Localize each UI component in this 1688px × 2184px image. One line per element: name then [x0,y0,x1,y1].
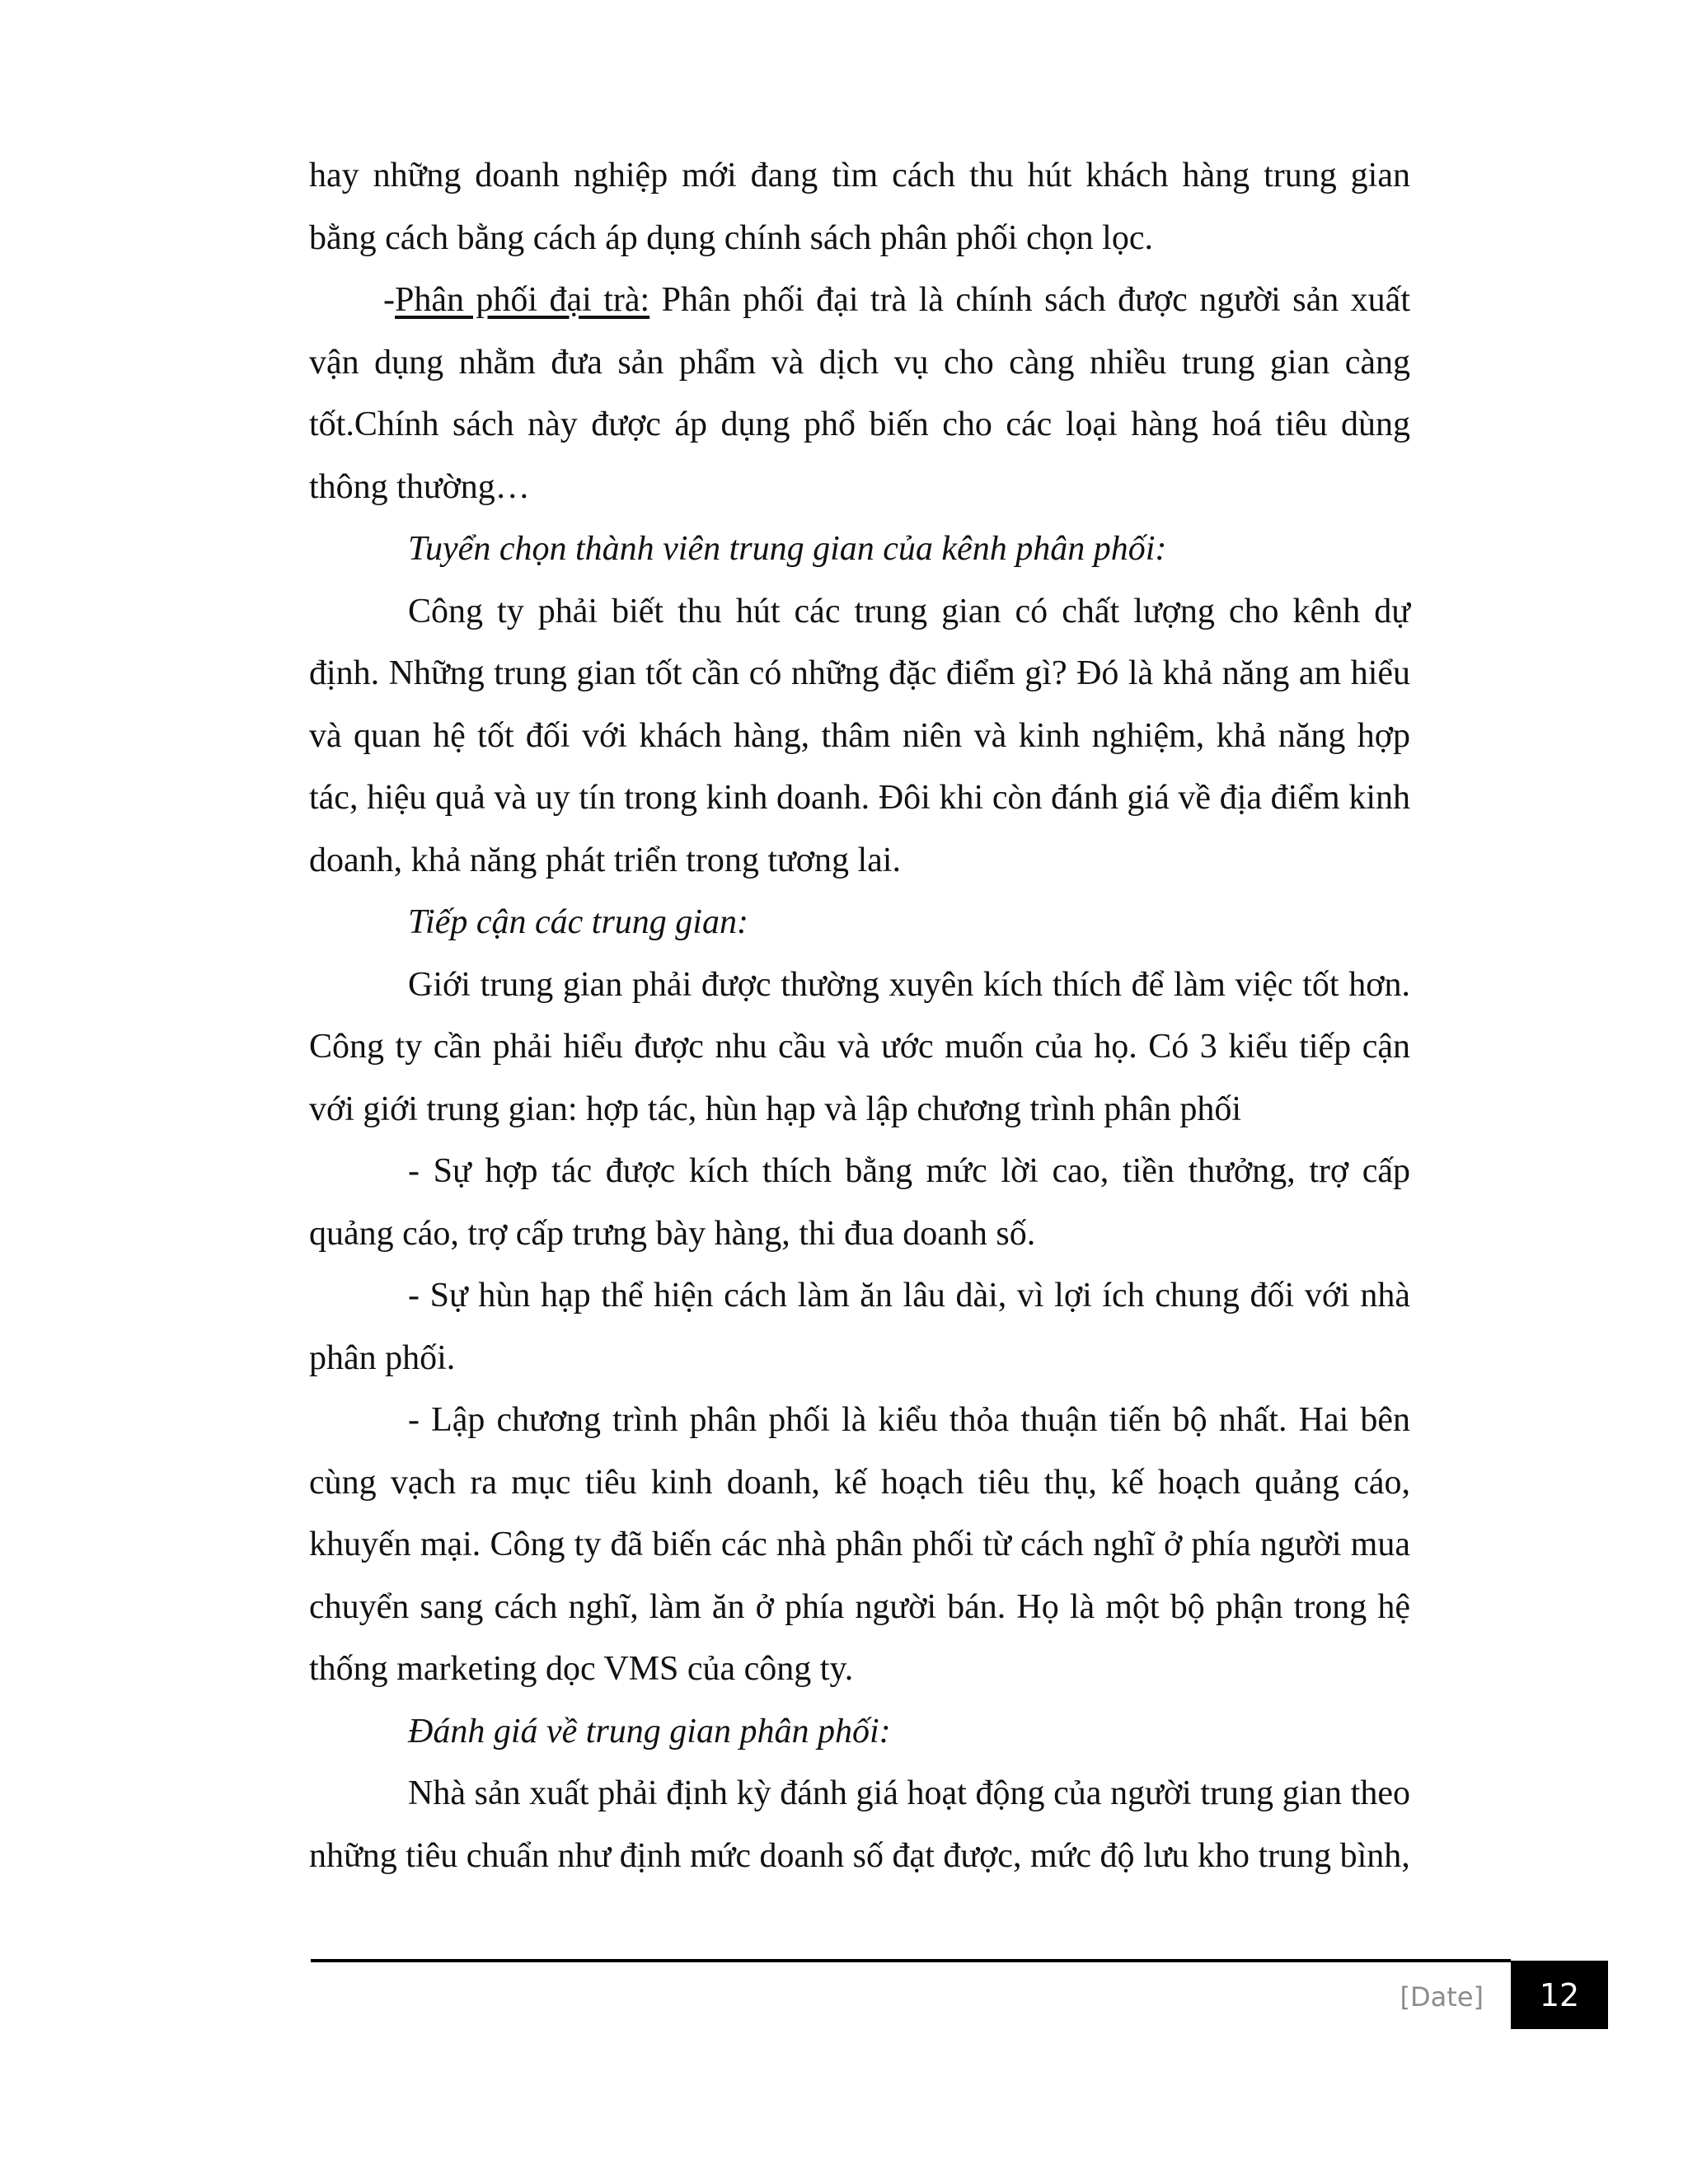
paragraph-evaluation: Nhà sản xuất phải định kỳ đánh giá hoạt động của người trung gian theo những tiêu chuẩn như định mức doanh số đạt được, mức độ lưu kho trung bình, [309,1774,1410,1875]
section-heading-selection: Tuyển chọn thành viên trung gian của kênh phân phối: [408,530,1167,568]
paragraph-text: Phân phối đại trà là chính sách được người sản xuất vận dụng nhằm đưa sản phẩm và dịch vụ cho càng nhiều trung gian càng tốt.Chính sách này được áp dụng phổ biến cho các loại hàng hoá tiêu dùng thông thường… [309,281,1410,506]
page-number-box [1511,1961,1608,2029]
footer-date: [Date] [1400,1981,1484,2013]
paragraph-prefix: - [383,281,395,319]
term-label: Phân phối đại trà: [395,281,650,319]
footer-rule [311,1959,1511,1962]
document-body [309,145,1410,1887]
paragraph-programming: - Lập chương trình phân phối là kiểu thỏa thuận tiến bộ nhất. Hai bên cùng vạch ra mục tiêu kinh doanh, kế hoạch tiêu thụ, kế hoạch quảng cáo, khuyến mại. Công ty đã biến các nhà phân phối từ cách nghĩ ở phía người mua chuyển sang cách nghĩ, làm ăn ở phía người bán. Họ là một bộ phận trong hệ thống marketing dọc VMS của công ty. [309,1401,1410,1688]
paragraph-continuation: hay những doanh nghiệp mới đang tìm cách thu hút khách hàng trung gian bằng cách bằng cách áp dụng chính sách phân phối chọn lọc. [309,157,1410,257]
section-heading-approach: Tiếp cận các trung gian: [408,903,748,941]
paragraph-cooperation: - Sự hợp tác được kích thích bằng mức lời cao, tiền thưởng, trợ cấp quảng cáo, trợ cấp trưng bày hàng, thi đua doanh số. [309,1152,1410,1253]
paragraph-approach: Giới trung gian phải được thường xuyên kích thích để làm việc tốt hơn. Công ty cần phải hiểu được nhu cầu và ước muốn của họ. Có 3 kiểu tiếp cận với giới trung gian: hợp tác, hùn hạp và lập chương trình phân phối [309,965,1410,1128]
page-number: 12 [1539,1976,1580,2013]
paragraph-selection: Công ty phải biết thu hút các trung gian có chất lượng cho kênh dự định. Những trung gian tốt cần có những đặc điểm gì? Đó là khả năng am hiểu và quan hệ tốt đối với khách hàng, thâm niên và kinh nghiệm, khả năng hợp tác, hiệu quả và uy tín trong kinh doanh. Đôi khi còn đánh giá về địa điểm kinh doanh, khả năng phát triển trong tương lai. [309,592,1410,879]
paragraph-partnership: - Sự hùn hạp thể hiện cách làm ăn lâu dài, vì lợi ích chung đối với nhà phân phối. [309,1277,1410,1377]
section-heading-evaluation: Đánh giá về trung gian phân phối: [408,1712,891,1750]
paragraph-mass-distribution [309,269,1410,518]
